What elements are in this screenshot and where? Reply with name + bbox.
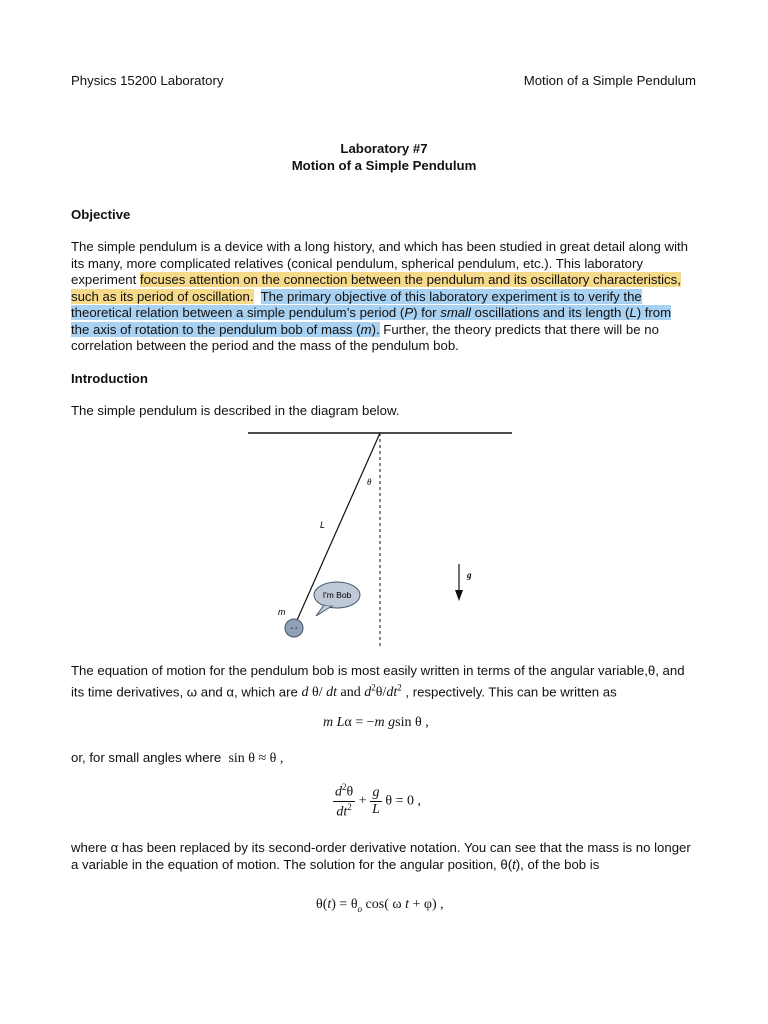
derivative-notation: d θ/ dt and $d^2\theta/dt^2$ xyxy=(301,682,402,701)
equation-of-motion: m Lα = −m gsin θ , xyxy=(323,715,429,730)
header-course: Physics 15200 Laboratory xyxy=(71,73,224,88)
hl-blue-part: ) from the axis of rotation to the pendulum bob of mass ( xyxy=(71,305,672,337)
objective-text-b: Further, the theory predicts that there will be no correlation between the period and the mass of the pendulum bob. xyxy=(71,321,659,353)
speech-bubble-text: I'm Bob xyxy=(322,590,352,600)
intro-p2-text-b: , respectively. This can be written as xyxy=(401,684,617,700)
gravity-arrow-head xyxy=(455,590,463,601)
mass-label: m xyxy=(278,607,286,617)
intro-paragraph-4 xyxy=(71,840,691,873)
small-angle-approx: sin θ ≈ θ , xyxy=(224,751,284,766)
hl-blue-P: P xyxy=(404,305,414,320)
header-topic: Motion of a Simple Pendulum xyxy=(523,73,696,88)
title-line-1: Laboratory #7 xyxy=(340,141,428,156)
title-line-2: Motion of a Simple Pendulum xyxy=(291,158,477,173)
intro-p4-t: t xyxy=(512,856,516,872)
speech-bubble-tail xyxy=(316,605,332,616)
hl-blue-part: oscillations and its length ( xyxy=(471,305,630,320)
intro-paragraph-3 xyxy=(71,750,691,768)
hl-blue-part: The primary objective of this laboratory experiment is to verify the theoretical relation between a simple pendulum’s period ( xyxy=(71,288,642,320)
intro-p2-text-a: The equation of motion for the pendulum bob is most easily written in terms of the angular variable,θ, and its time derivatives, ω and α, which are xyxy=(71,663,685,700)
intro-paragraph-2 xyxy=(71,663,691,702)
objective-paragraph xyxy=(71,239,691,355)
small-angle-equation: $\frac{d^2\theta}{dt^2}$ + $\frac{g}{L}$ θ = 0 , xyxy=(335,782,422,820)
hl-blue-part: ) for xyxy=(413,305,441,320)
theta-label: θ xyxy=(367,477,372,487)
intro-p4-end: ), of the bob is xyxy=(515,856,600,872)
solution-equation: $\theta(t) = \theta_o$ cos( ω t + φ) , xyxy=(316,897,444,914)
intro-p4-text: where α has been replaced by its second-order derivative notation. You can see that the mass is no longer a variable in the equation of motion. The solution for the angular position, θ( xyxy=(71,840,691,872)
second-derivative-fraction: $\frac{d^2\theta}{dt^2}$ xyxy=(335,782,354,820)
intro-paragraph-1: The simple pendulum is described in the diagram below. xyxy=(71,403,400,418)
bob-face: • • xyxy=(290,626,298,632)
intro-p3-text: or, for small angles where xyxy=(71,750,225,765)
length-label: L xyxy=(320,520,326,530)
hl-blue-L: L xyxy=(629,305,637,320)
hl-blue-m: m xyxy=(360,321,372,337)
page-title xyxy=(0,140,768,174)
objective-text-a: The simple pendulum is a device with a long history, and which has been studied in great detail along with its many, more complicated relatives (conical pendulum, spherical pendulum, etc.). This laboratory experiment xyxy=(71,239,688,287)
hl-blue-part: ). xyxy=(371,321,380,337)
gravity-label: g xyxy=(467,570,472,580)
objective-highlight-yellow: focuses attention on the connection between the pendulum and its oscillatory characteristics, such as its period of oscillation. xyxy=(71,272,681,304)
hl-blue-small: small xyxy=(440,305,471,320)
g-over-L-fraction: $\frac{g}{L}$ xyxy=(372,784,380,817)
objective-heading: Objective xyxy=(71,207,131,222)
pendulum-diagram xyxy=(240,424,530,654)
introduction-heading: Introduction xyxy=(71,371,148,386)
